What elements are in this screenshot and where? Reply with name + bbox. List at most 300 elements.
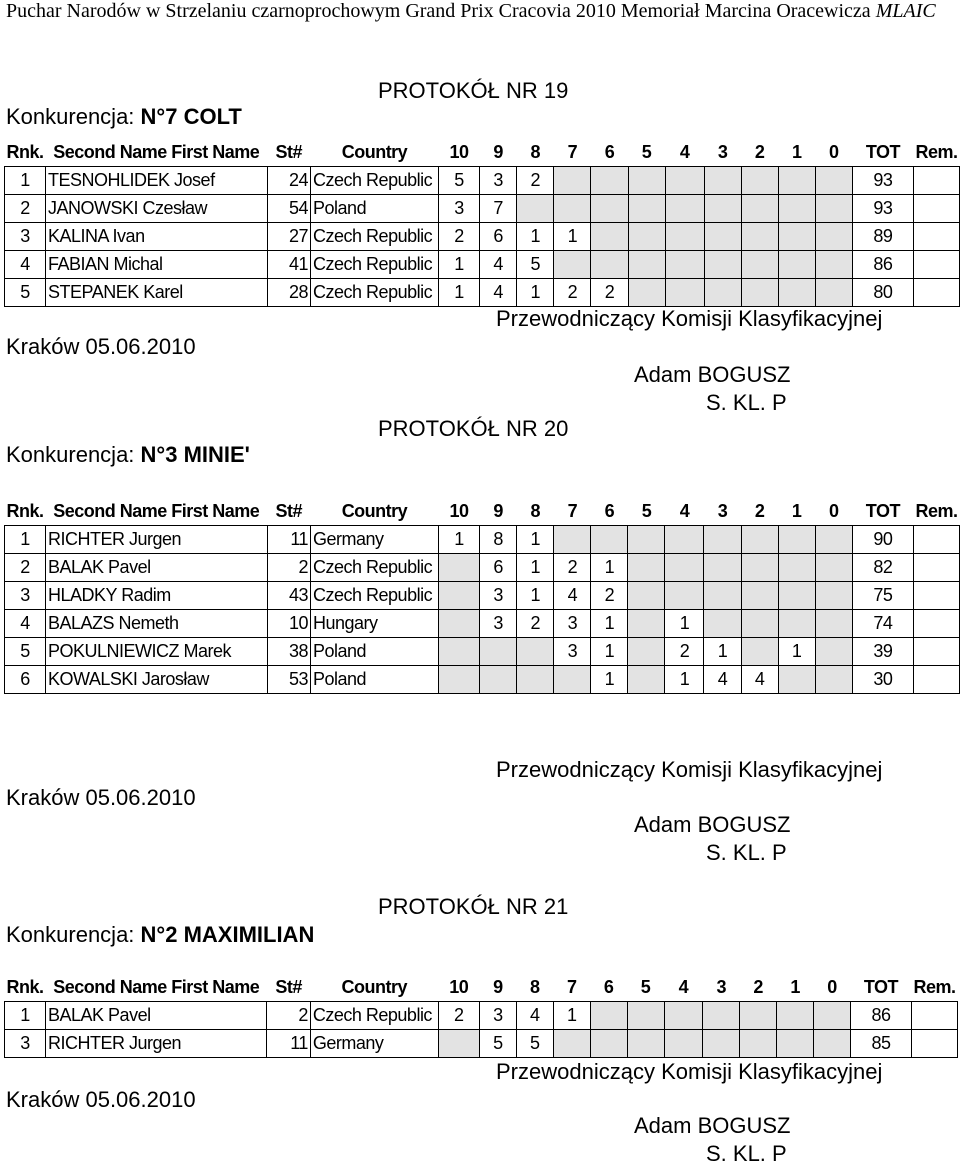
score-cell: 1: [438, 526, 479, 554]
column-header: 7: [567, 142, 578, 162]
column-header: 7: [566, 977, 577, 997]
score-cell: [591, 526, 628, 554]
score-cell: 2: [517, 610, 554, 638]
score-cell: [741, 582, 778, 610]
name-cell: HLADKY Radim: [46, 582, 268, 610]
score-cell: [815, 223, 852, 251]
score-cell: [703, 1030, 740, 1058]
score-cell: [814, 1030, 851, 1058]
rank-cell: 5: [5, 638, 46, 666]
score-cell: [591, 223, 628, 251]
column-header: 8: [530, 142, 541, 162]
name-cell: KOWALSKI Jarosław: [46, 666, 268, 694]
column-header: 4: [679, 142, 690, 162]
column-header: St#: [275, 977, 302, 997]
score-cell: [704, 610, 741, 638]
column-header: 5: [641, 142, 652, 162]
score-cell: 3: [480, 610, 517, 638]
score-cell: 1: [591, 666, 628, 694]
score-cell: 4: [480, 251, 517, 279]
name-cell: RICHTER Jurgen: [46, 526, 268, 554]
score-cell: 1: [778, 638, 815, 666]
rank-cell: 1: [5, 526, 46, 554]
score-cell: [590, 1002, 627, 1030]
rank-cell: 5: [5, 279, 46, 307]
total-cell: 86: [852, 251, 913, 279]
score-cell: 2: [438, 223, 479, 251]
column-header: 1: [791, 142, 802, 162]
score-cell: [777, 1030, 814, 1058]
score-cell: [665, 554, 704, 582]
remarks-cell: [911, 1002, 957, 1030]
table-row: [5, 526, 960, 554]
score-cell: [554, 526, 591, 554]
score-cell: 5: [517, 251, 554, 279]
score-cell: [664, 1030, 703, 1058]
rank-cell: 1: [5, 167, 46, 195]
score-cell: [704, 526, 741, 554]
country-cell: Poland: [311, 638, 439, 666]
column-header: 2: [753, 977, 763, 997]
score-cell: [704, 223, 741, 251]
page-title-text: Puchar Narodów w Strzelaniu czarnoprochowym Grand Prix Cracovia 2010 Memoriał Marcina Oracewicza: [6, 0, 876, 22]
score-cell: 2: [554, 279, 591, 307]
score-cell: [665, 195, 704, 223]
country-cell: Poland: [311, 666, 439, 694]
competition-title: [6, 104, 242, 130]
remarks-cell: [913, 610, 959, 638]
page-title: [6, 0, 936, 22]
score-cell: [628, 610, 665, 638]
remarks-cell: [913, 195, 959, 223]
total-cell: 93: [852, 195, 913, 223]
table-row: [5, 1030, 958, 1058]
score-cell: [554, 666, 591, 694]
start-number-cell: 53: [267, 666, 310, 694]
score-cell: [778, 279, 815, 307]
table-row: [5, 666, 960, 694]
column-header: Rem.: [913, 977, 956, 997]
score-cell: 3: [438, 195, 479, 223]
table-row: [5, 195, 960, 223]
rank-cell: 3: [5, 582, 46, 610]
score-cell: [553, 1030, 590, 1058]
chairman-name: Adam BOGUSZ: [634, 362, 791, 387]
score-cell: [591, 167, 628, 195]
remarks-cell: [913, 666, 959, 694]
country-cell: Germany: [311, 526, 439, 554]
chairman-title: S. KL. P: [706, 390, 787, 415]
score-cell: 1: [591, 638, 628, 666]
remarks-cell: [913, 251, 959, 279]
rank-cell: 1: [5, 1002, 46, 1030]
page-title-italic: MLAIC: [875, 0, 936, 22]
start-number-cell: 54: [267, 195, 310, 223]
score-cell: 1: [704, 638, 741, 666]
country-cell: Czech Republic: [311, 279, 439, 307]
column-header: 1: [791, 501, 802, 521]
start-number-cell: 41: [267, 251, 310, 279]
score-cell: [778, 223, 815, 251]
competition-title: [6, 442, 250, 468]
name-cell: BALAK Pavel: [46, 554, 268, 582]
country-cell: Poland: [311, 195, 439, 223]
score-cell: [517, 195, 554, 223]
table-header-row: [5, 498, 960, 526]
chairman-title: S. KL. P: [706, 1141, 787, 1166]
country-cell: Germany: [310, 1030, 438, 1058]
score-cell: [741, 610, 778, 638]
score-cell: [704, 554, 741, 582]
start-number-cell: 27: [267, 223, 310, 251]
score-cell: [815, 279, 852, 307]
score-cell: 4: [480, 279, 517, 307]
score-cell: 1: [438, 279, 479, 307]
column-header: Country: [341, 977, 408, 997]
score-cell: [438, 638, 479, 666]
name-cell: KALINA Ivan: [46, 223, 268, 251]
country-cell: Czech Republic: [311, 582, 439, 610]
column-header: 2: [754, 501, 765, 521]
column-header: Country: [341, 142, 408, 162]
score-cell: 1: [517, 279, 554, 307]
score-cell: [741, 251, 778, 279]
score-cell: [665, 526, 704, 554]
score-cell: [815, 195, 852, 223]
column-header: 8: [530, 977, 540, 997]
column-header: TOT: [865, 501, 900, 521]
total-cell: 90: [852, 526, 913, 554]
competition-name: N°2 MAXIMILIAN: [140, 922, 315, 947]
start-number-cell: 28: [267, 279, 310, 307]
column-header: Rem.: [915, 142, 958, 162]
remarks-cell: [913, 223, 959, 251]
start-number-cell: 2: [267, 554, 310, 582]
column-header: 5: [641, 501, 652, 521]
protocol-title: PROTOKÓŁ NR 21: [378, 894, 569, 919]
score-cell: 1: [591, 610, 628, 638]
table-row: [5, 1002, 958, 1030]
column-header: 4: [679, 501, 690, 521]
score-cell: 1: [553, 1002, 590, 1030]
total-cell: 39: [852, 638, 913, 666]
column-header: 10: [449, 501, 469, 521]
score-cell: [815, 526, 852, 554]
table-row: [5, 638, 960, 666]
score-cell: 3: [480, 582, 517, 610]
competition-name: N°3 MINIE': [140, 442, 250, 467]
score-cell: [778, 582, 815, 610]
score-cell: 3: [554, 638, 591, 666]
score-cell: 1: [517, 554, 554, 582]
score-cell: [438, 666, 479, 694]
score-cell: [815, 610, 852, 638]
column-header: Second Name First Name: [53, 142, 260, 162]
score-cell: 3: [554, 610, 591, 638]
column-header: Second Name First Name: [53, 977, 260, 997]
table-header-row: [5, 139, 960, 167]
score-cell: [628, 638, 665, 666]
score-cell: [517, 666, 554, 694]
column-header: 2: [754, 142, 765, 162]
results-table: [4, 974, 958, 1058]
chairman-name: Adam BOGUSZ: [634, 812, 791, 837]
total-cell: 74: [852, 610, 913, 638]
competition-title: [6, 922, 314, 948]
column-header: 1: [790, 977, 800, 997]
score-cell: 4: [516, 1002, 553, 1030]
remarks-cell: [911, 1030, 957, 1058]
column-header: 10: [449, 142, 469, 162]
score-cell: [628, 554, 665, 582]
score-cell: [627, 1002, 664, 1030]
rank-cell: 4: [5, 251, 46, 279]
score-cell: 5: [516, 1030, 553, 1058]
column-header: TOT: [863, 977, 899, 997]
competition-label: Konkurencja:: [6, 104, 141, 129]
table-row: [5, 610, 960, 638]
score-cell: 6: [480, 223, 517, 251]
score-cell: 2: [591, 582, 628, 610]
score-cell: [703, 1002, 740, 1030]
name-cell: FABIAN Michal: [46, 251, 268, 279]
score-cell: [778, 167, 815, 195]
table-row: [5, 554, 960, 582]
total-cell: 85: [850, 1030, 911, 1058]
score-cell: [628, 223, 665, 251]
table-row: [5, 582, 960, 610]
remarks-cell: [913, 526, 959, 554]
country-cell: Czech Republic: [311, 554, 439, 582]
score-cell: 3: [479, 1002, 516, 1030]
name-cell: BALAK Pavel: [46, 1002, 267, 1030]
column-header: 6: [604, 142, 615, 162]
score-cell: 2: [438, 1002, 479, 1030]
score-cell: [591, 251, 628, 279]
score-cell: 1: [554, 223, 591, 251]
remarks-cell: [913, 554, 959, 582]
score-cell: [438, 554, 479, 582]
remarks-cell: [913, 582, 959, 610]
score-cell: [628, 167, 665, 195]
score-cell: [814, 1002, 851, 1030]
column-header: St#: [275, 501, 303, 521]
name-cell: STEPANEK Karel: [46, 279, 268, 307]
score-cell: [741, 279, 778, 307]
country-cell: Czech Republic: [311, 251, 439, 279]
score-cell: [554, 195, 591, 223]
column-header: 6: [604, 501, 615, 521]
column-header: 9: [493, 977, 503, 997]
city-date: Kraków 05.06.2010: [6, 785, 196, 810]
column-header: 7: [567, 501, 578, 521]
score-cell: [740, 1030, 777, 1058]
score-cell: [815, 638, 852, 666]
protocol-title: PROTOKÓŁ NR 19: [378, 78, 569, 103]
start-number-cell: 11: [267, 1030, 310, 1058]
name-cell: RICHTER Jurgen: [46, 1030, 267, 1058]
start-number-cell: 24: [267, 167, 310, 195]
score-cell: [815, 167, 852, 195]
rank-cell: 2: [5, 195, 46, 223]
score-cell: 5: [479, 1030, 516, 1058]
remarks-cell: [913, 279, 959, 307]
table-row: [5, 223, 960, 251]
column-header: 0: [827, 977, 837, 997]
score-cell: [778, 526, 815, 554]
score-cell: 5: [438, 167, 479, 195]
score-cell: [438, 1030, 479, 1058]
score-cell: [777, 1002, 814, 1030]
score-cell: [438, 582, 479, 610]
score-cell: 2: [665, 638, 704, 666]
total-cell: 30: [852, 666, 913, 694]
column-header: 3: [717, 501, 728, 521]
remarks-cell: [913, 167, 959, 195]
score-cell: 1: [517, 582, 554, 610]
score-cell: [815, 582, 852, 610]
column-header: 10: [449, 977, 469, 997]
start-number-cell: 38: [267, 638, 310, 666]
score-cell: [554, 167, 591, 195]
city-date: Kraków 05.06.2010: [6, 334, 196, 359]
country-cell: Czech Republic: [311, 223, 439, 251]
score-cell: [591, 195, 628, 223]
score-cell: [704, 582, 741, 610]
score-cell: [627, 1030, 664, 1058]
name-cell: TESNOHLIDEK Josef: [46, 167, 268, 195]
score-cell: 7: [480, 195, 517, 223]
column-header: 0: [828, 501, 839, 521]
competition-name: N°7 COLT: [140, 104, 242, 129]
score-cell: [815, 251, 852, 279]
column-header: 4: [678, 977, 689, 997]
column-header: Rem.: [915, 501, 958, 521]
total-cell: 93: [852, 167, 913, 195]
score-cell: [517, 638, 554, 666]
rank-cell: 2: [5, 554, 46, 582]
chairman-role: Przewodniczący Komisji Klasyfikacyjnej: [496, 757, 883, 782]
start-number-cell: 10: [267, 610, 310, 638]
score-cell: 1: [517, 223, 554, 251]
score-cell: 4: [704, 666, 741, 694]
score-cell: [628, 251, 665, 279]
score-cell: [480, 638, 517, 666]
score-cell: [665, 582, 704, 610]
total-cell: 82: [852, 554, 913, 582]
rank-cell: 3: [5, 223, 46, 251]
chairman-title: S. KL. P: [706, 840, 787, 865]
total-cell: 75: [852, 582, 913, 610]
score-cell: [665, 251, 704, 279]
score-cell: [741, 554, 778, 582]
score-cell: [778, 251, 815, 279]
column-header: Second Name First Name: [53, 501, 260, 521]
start-number-cell: 43: [267, 582, 310, 610]
score-cell: 6: [480, 554, 517, 582]
column-header: 5: [640, 977, 651, 997]
score-cell: [741, 638, 778, 666]
results-table: [4, 139, 960, 307]
score-cell: [664, 1002, 703, 1030]
score-cell: 1: [665, 610, 704, 638]
score-cell: [480, 666, 517, 694]
score-cell: 8: [480, 526, 517, 554]
score-cell: [704, 251, 741, 279]
score-cell: [704, 279, 741, 307]
score-cell: 2: [517, 167, 554, 195]
score-cell: [590, 1030, 627, 1058]
start-number-cell: 11: [267, 526, 310, 554]
score-cell: [438, 610, 479, 638]
score-cell: [740, 1002, 777, 1030]
column-header: 9: [493, 501, 503, 521]
column-header: 8: [530, 501, 540, 521]
country-cell: Czech Republic: [311, 167, 439, 195]
column-header: Rnk.: [6, 977, 44, 997]
score-cell: 1: [665, 666, 704, 694]
protocol-title: PROTOKÓŁ NR 20: [378, 416, 569, 441]
column-header: 3: [716, 977, 727, 997]
competition-label: Konkurencja:: [6, 922, 141, 947]
total-cell: 86: [850, 1002, 911, 1030]
table-row: [5, 251, 960, 279]
score-cell: 2: [591, 279, 628, 307]
score-cell: [815, 666, 852, 694]
score-cell: [628, 195, 665, 223]
column-header: Rnk.: [6, 501, 44, 521]
column-header: 0: [829, 142, 839, 162]
score-cell: [628, 279, 665, 307]
score-cell: [628, 526, 665, 554]
rank-cell: 4: [5, 610, 46, 638]
score-cell: 2: [554, 554, 591, 582]
score-cell: [778, 666, 815, 694]
table-row: [5, 167, 960, 195]
column-header: Country: [341, 501, 408, 521]
score-cell: [741, 526, 778, 554]
score-cell: 1: [438, 251, 479, 279]
score-cell: [665, 167, 704, 195]
competition-label: Konkurencja:: [6, 442, 141, 467]
score-cell: 4: [554, 582, 591, 610]
column-header: Rnk.: [6, 142, 44, 162]
score-cell: 3: [480, 167, 517, 195]
results-table: [4, 498, 960, 694]
score-cell: [554, 251, 591, 279]
score-cell: [665, 279, 704, 307]
table-header-row: [5, 974, 958, 1002]
total-cell: 80: [852, 279, 913, 307]
city-date: Kraków 05.06.2010: [6, 1087, 196, 1112]
name-cell: BALAZS Nemeth: [46, 610, 268, 638]
total-cell: 89: [852, 223, 913, 251]
column-header: 3: [717, 142, 728, 162]
chairman-role: Przewodniczący Komisji Klasyfikacyjnej: [496, 1059, 883, 1084]
column-header: St#: [275, 142, 303, 162]
table-row: [5, 279, 960, 307]
name-cell: POKULNIEWICZ Marek: [46, 638, 268, 666]
column-header: 9: [493, 142, 503, 162]
country-cell: Hungary: [311, 610, 439, 638]
score-cell: [815, 554, 852, 582]
remarks-cell: [913, 638, 959, 666]
score-cell: [778, 554, 815, 582]
score-cell: 1: [517, 526, 554, 554]
score-cell: [628, 582, 665, 610]
rank-cell: 3: [5, 1030, 46, 1058]
column-header: 6: [603, 977, 614, 997]
